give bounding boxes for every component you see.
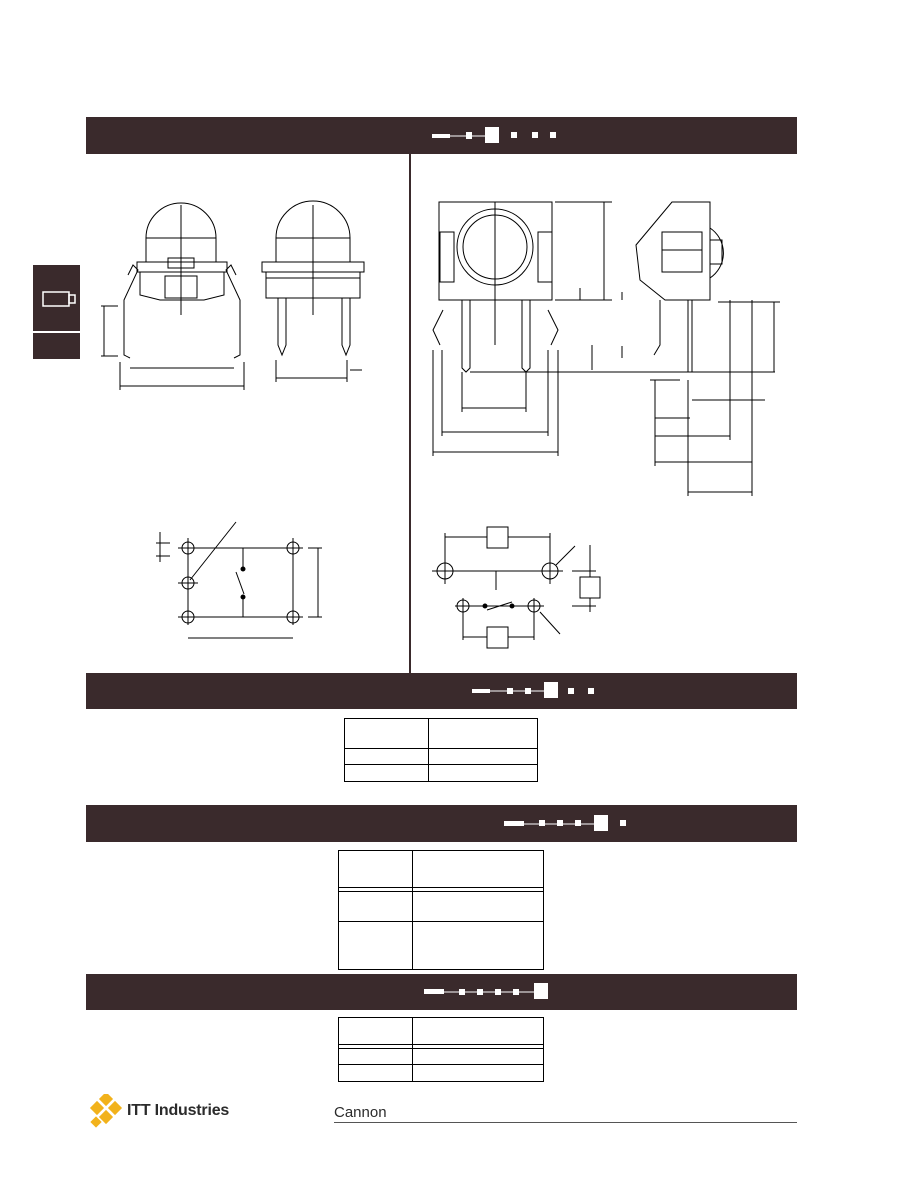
spec-table-1 xyxy=(344,718,538,782)
front-view-drawing xyxy=(101,203,244,390)
section-band-4 xyxy=(86,974,797,1010)
pcb-layout-drawing xyxy=(156,522,322,638)
right-angle-front-drawing xyxy=(433,202,775,456)
brand-name: Cannon xyxy=(334,1104,387,1121)
spec-table-3 xyxy=(338,1017,544,1082)
footer-rule xyxy=(334,1122,797,1123)
right-angle-side-drawing xyxy=(622,202,780,496)
itt-logo-icon xyxy=(88,1094,124,1130)
code-indicator xyxy=(86,805,797,842)
spec-table-2 xyxy=(338,850,544,970)
section-band-3 xyxy=(86,805,797,842)
company-name: ITT Industries xyxy=(127,1102,230,1119)
pcb-layout-right-drawing xyxy=(432,527,600,648)
code-indicator xyxy=(86,974,797,1010)
side-view-drawing xyxy=(262,201,364,382)
